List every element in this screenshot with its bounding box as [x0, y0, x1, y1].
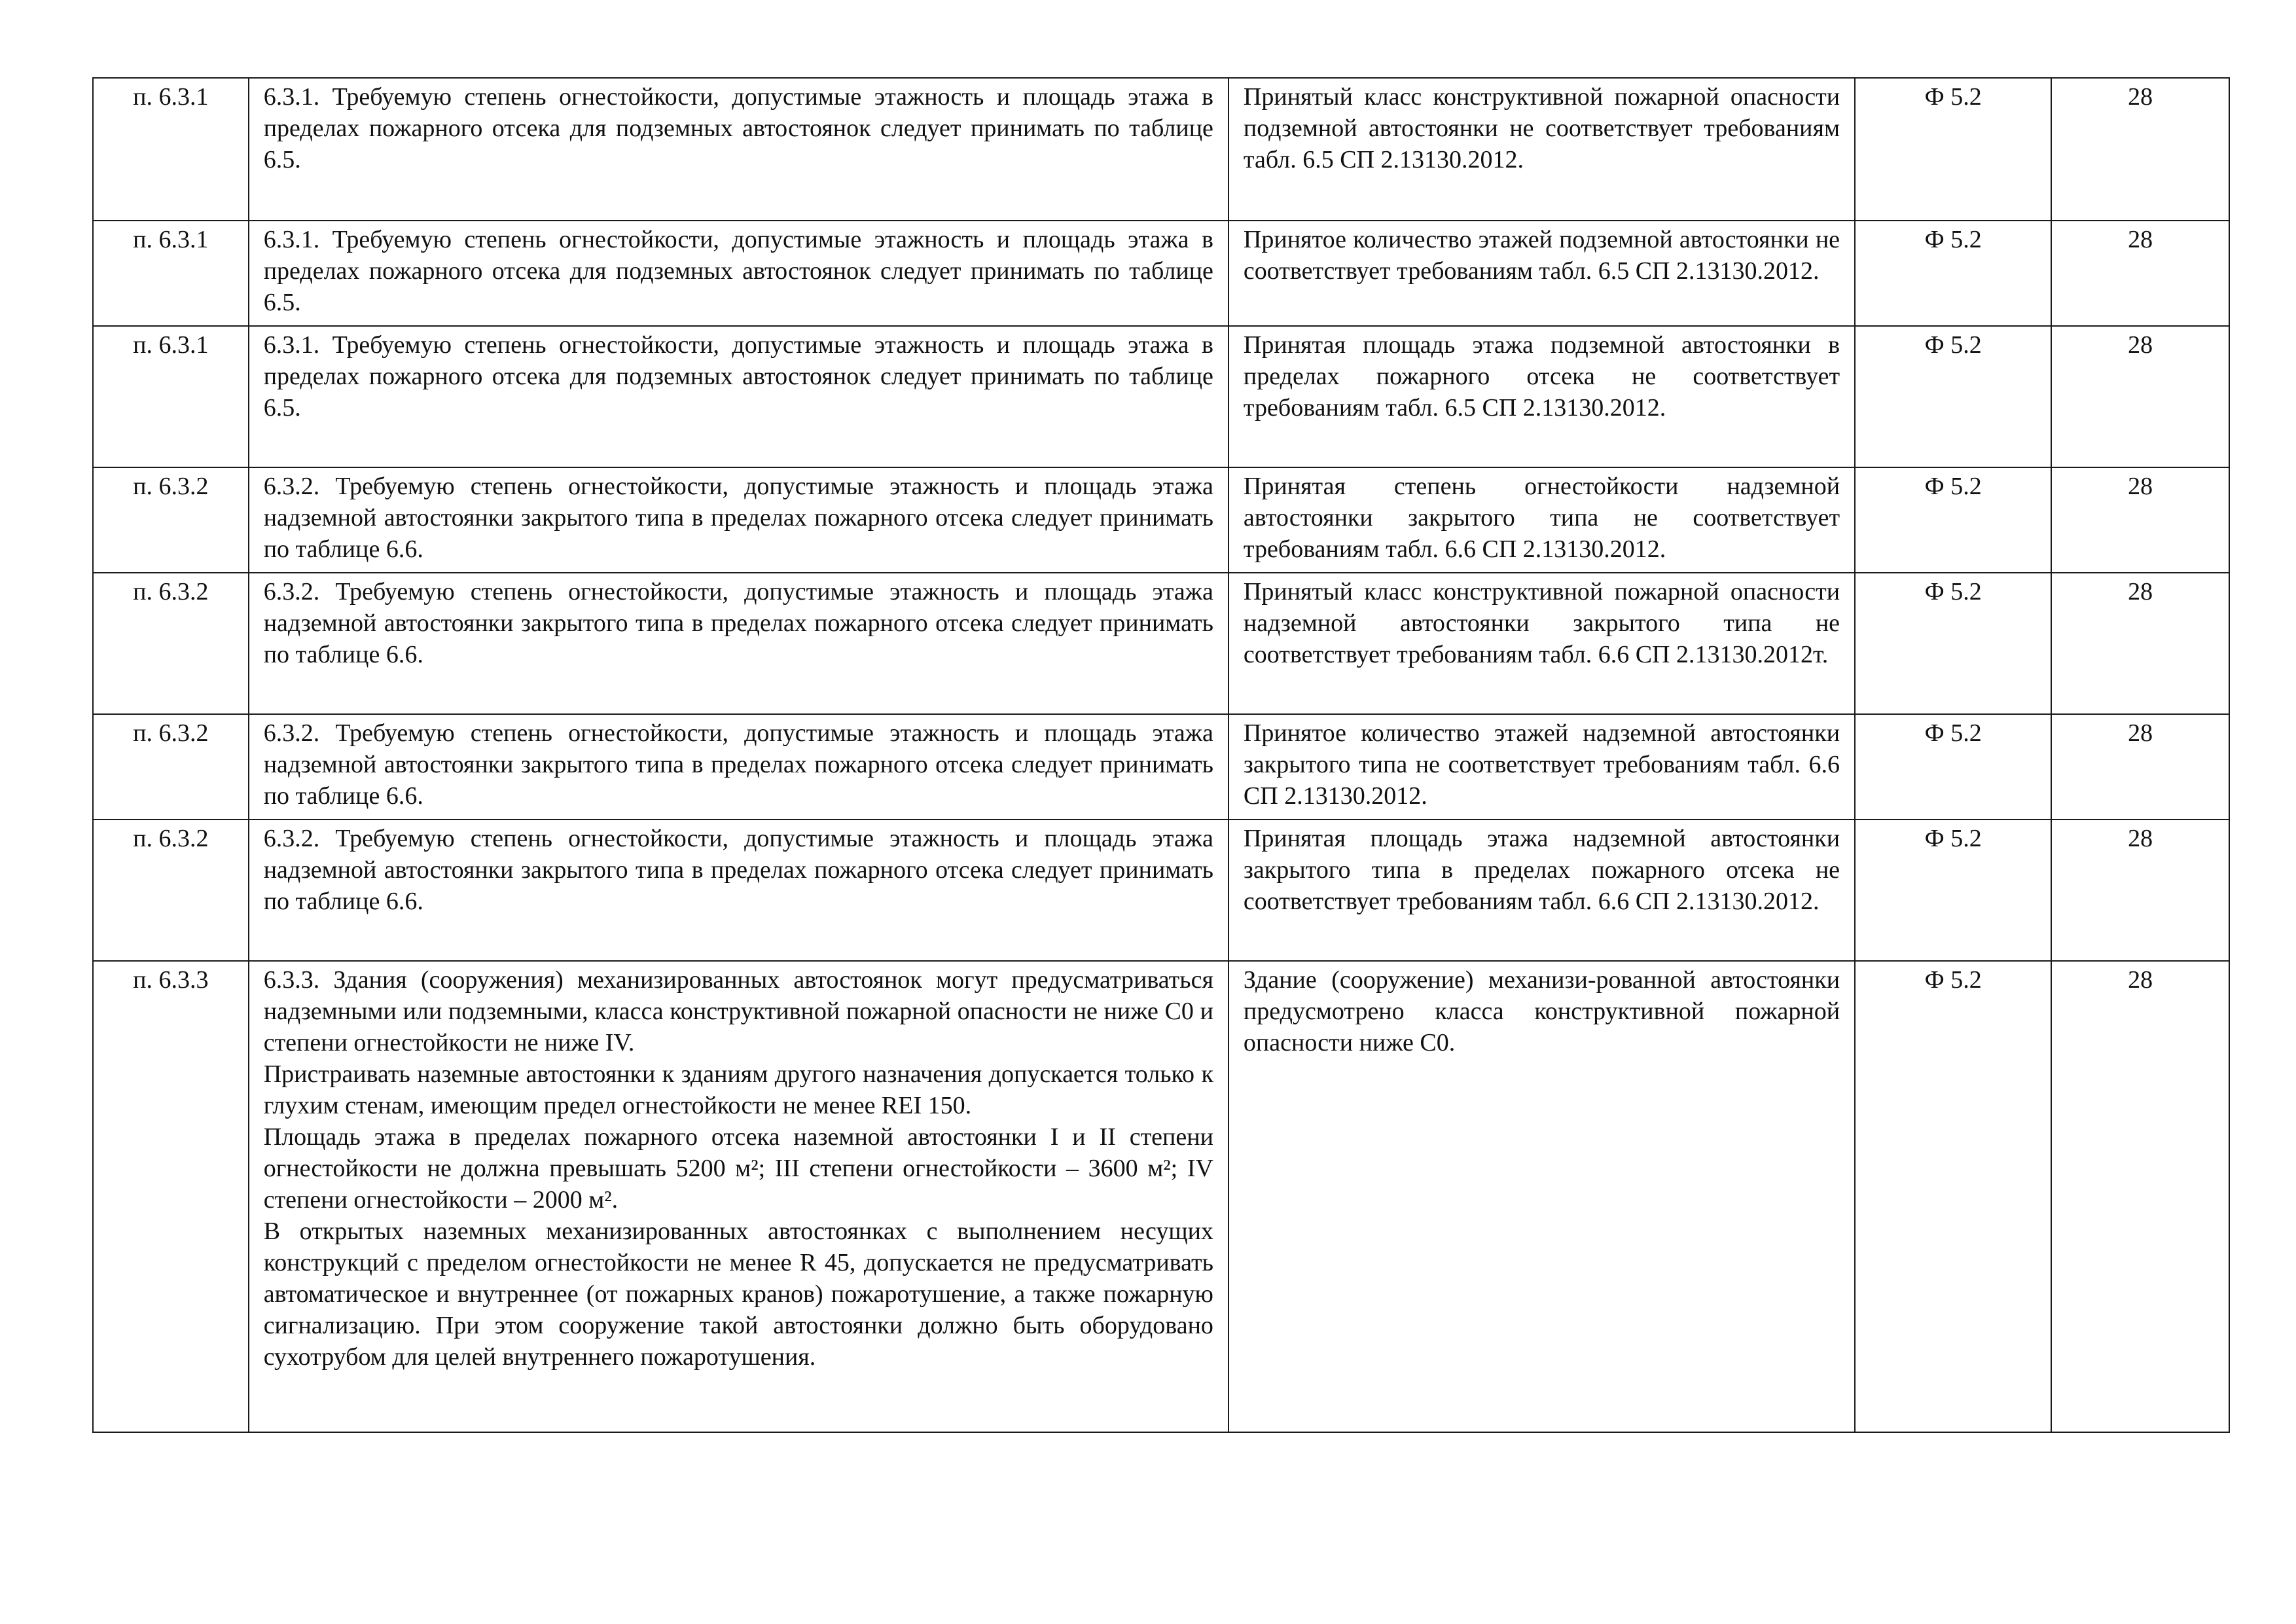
- table-row: [93, 714, 2229, 820]
- requirements-table: [92, 77, 2230, 1433]
- clause-cell: п. 6.3.1: [93, 78, 249, 221]
- violation-text: Принятое количество этажей подземной автостоянки не соответствует требованиям табл. 6.5 СП 2.13130.2012.: [1243, 226, 1840, 285]
- requirement-text-cell: [249, 221, 1229, 326]
- number-cell: 28: [2051, 573, 2229, 714]
- classification-cell: Ф 5.2: [1855, 78, 2051, 221]
- clause-cell: п. 6.3.3: [93, 961, 249, 1432]
- table-row: [93, 820, 2229, 961]
- classification-cell: Ф 5.2: [1855, 961, 2051, 1432]
- classification-cell: Ф 5.2: [1855, 820, 2051, 961]
- requirement-text-cell: [249, 961, 1229, 1432]
- classification-cell: Ф 5.2: [1855, 714, 2051, 820]
- classification-cell: Ф 5.2: [1855, 326, 2051, 467]
- number-cell: 28: [2051, 326, 2229, 467]
- violation-text: Принятая степень огнестойкости надземной автостоянки закрытого типа не соответствует требованиям табл. 6.6 СП 2.13130.2012.: [1243, 473, 1840, 563]
- table-row: [93, 467, 2229, 573]
- clause-cell: п. 6.3.1: [93, 221, 249, 326]
- requirement-text-cell: [249, 573, 1229, 714]
- requirement-paragraph: 6.3.1. Требуемую степень огнестойкости, допустимые этажность и площадь этажа в пределах пожарного отсека для подземных автостоянок следует принимать по таблице 6.5.: [263, 226, 1213, 316]
- requirement-text-cell: [249, 78, 1229, 221]
- number-cell: 28: [2051, 714, 2229, 820]
- requirement-paragraph: 6.3.2. Требуемую степень огнестойкости, допустимые этажность и площадь этажа надземной автостоянки закрытого типа в пределах пожарного отсека следует принимать по таблице 6.6.: [263, 578, 1213, 668]
- table-row: [93, 961, 2229, 1432]
- classification-cell: Ф 5.2: [1855, 573, 2051, 714]
- clause-cell: п. 6.3.1: [93, 326, 249, 467]
- violation-cell: [1229, 78, 1855, 221]
- clause-cell: п. 6.3.2: [93, 714, 249, 820]
- violation-cell: [1229, 714, 1855, 820]
- requirement-paragraph: 6.3.1. Требуемую степень огнестойкости, допустимые этажность и площадь этажа в пределах пожарного отсека для подземных автостоянок следует принимать по таблице 6.5.: [263, 83, 1213, 173]
- clause-cell: п. 6.3.2: [93, 573, 249, 714]
- requirement-paragraph: 6.3.2. Требуемую степень огнестойкости, допустимые этажность и площадь этажа надземной автостоянки закрытого типа в пределах пожарного отсека следует принимать по таблице 6.6.: [263, 825, 1213, 915]
- violation-text: Принятая площадь этажа подземной автостоянки в пределах пожарного отсека не соответствует требованиям табл. 6.5 СП 2.13130.2012.: [1243, 331, 1840, 422]
- violation-cell: [1229, 573, 1855, 714]
- requirement-paragraph: Площадь этажа в пределах пожарного отсека наземной автостоянки I и II степени огнестойкости не должна превышать 5200 м²; III степени огнестойкости – 3600 м²; IV степени огнестойкости – 2000 м².: [263, 1123, 1213, 1214]
- violation-text: Принятое количество этажей надземной автостоянки закрытого типа не соответствует требованиям табл. 6.6 СП 2.13130.2012.: [1243, 719, 1840, 810]
- clause-cell: п. 6.3.2: [93, 820, 249, 961]
- requirements-table-body: [93, 78, 2229, 1432]
- requirement-paragraph: 6.3.2. Требуемую степень огнестойкости, допустимые этажность и площадь этажа надземной автостоянки закрытого типа в пределах пожарного отсека следует принимать по таблице 6.6.: [263, 473, 1213, 563]
- requirement-paragraph: 6.3.2. Требуемую степень огнестойкости, допустимые этажность и площадь этажа надземной автостоянки закрытого типа в пределах пожарного отсека следует принимать по таблице 6.6.: [263, 719, 1213, 810]
- requirement-paragraph: Пристраивать наземные автостоянки к зданиям другого назначения допускается только к глухим стенам, имеющим предел огнестойкости не менее REI 150.: [263, 1060, 1213, 1119]
- table-row: [93, 573, 2229, 714]
- violation-text: Принятый класс конструктивной пожарной опасности подземной автостоянки не соответствует требованиям табл. 6.5 СП 2.13130.2012.: [1243, 83, 1840, 173]
- clause-cell: п. 6.3.2: [93, 467, 249, 573]
- table-row: [93, 221, 2229, 326]
- violation-cell: [1229, 961, 1855, 1432]
- violation-cell: [1229, 820, 1855, 961]
- number-cell: 28: [2051, 820, 2229, 961]
- number-cell: 28: [2051, 221, 2229, 326]
- violation-text: Здание (сооружение) механизи-рованной автостоянки предусмотрено класса конструктивной пожарной опасности ниже С0.: [1243, 966, 1840, 1056]
- requirement-text-cell: [249, 326, 1229, 467]
- requirement-paragraph: 6.3.1. Требуемую степень огнестойкости, допустимые этажность и площадь этажа в пределах пожарного отсека для подземных автостоянок следует принимать по таблице 6.5.: [263, 331, 1213, 422]
- violation-cell: [1229, 221, 1855, 326]
- requirement-text-cell: [249, 820, 1229, 961]
- requirement-paragraph: В открытых наземных механизированных автостоянках с выполнением несущих конструкций с пределом огнестойкости не менее R 45, допускается не предусматривать автоматическое и внутреннее (от пожарных кранов) пожаротушение, а также пожарную сигнализацию. При этом сооружение такой автостоянки должно быть оборудовано сухотрубом для целей внутреннего пожаротушения.: [263, 1218, 1213, 1371]
- violation-text: Принятая площадь этажа надземной автостоянки закрытого типа в пределах пожарного отсека не соответствует требованиям табл. 6.6 СП 2.13130.2012.: [1243, 825, 1840, 915]
- table-row: [93, 326, 2229, 467]
- number-cell: 28: [2051, 78, 2229, 221]
- table-row: [93, 78, 2229, 221]
- violation-text: Принятый класс конструктивной пожарной опасности надземной автостоянки закрытого типа не соответствует требованиям табл. 6.6 СП 2.13130.2012т.: [1243, 578, 1840, 668]
- classification-cell: Ф 5.2: [1855, 467, 2051, 573]
- requirement-paragraph: 6.3.3. Здания (сооружения) механизированных автостоянок могут предусматриваться надземными или подземными, класса конструктивной пожарной опасности не ниже С0 и степени огнестойкости не ниже IV.: [263, 966, 1213, 1056]
- violation-cell: [1229, 467, 1855, 573]
- requirement-text-cell: [249, 714, 1229, 820]
- number-cell: 28: [2051, 467, 2229, 573]
- requirement-text-cell: [249, 467, 1229, 573]
- classification-cell: Ф 5.2: [1855, 221, 2051, 326]
- violation-cell: [1229, 326, 1855, 467]
- number-cell: 28: [2051, 961, 2229, 1432]
